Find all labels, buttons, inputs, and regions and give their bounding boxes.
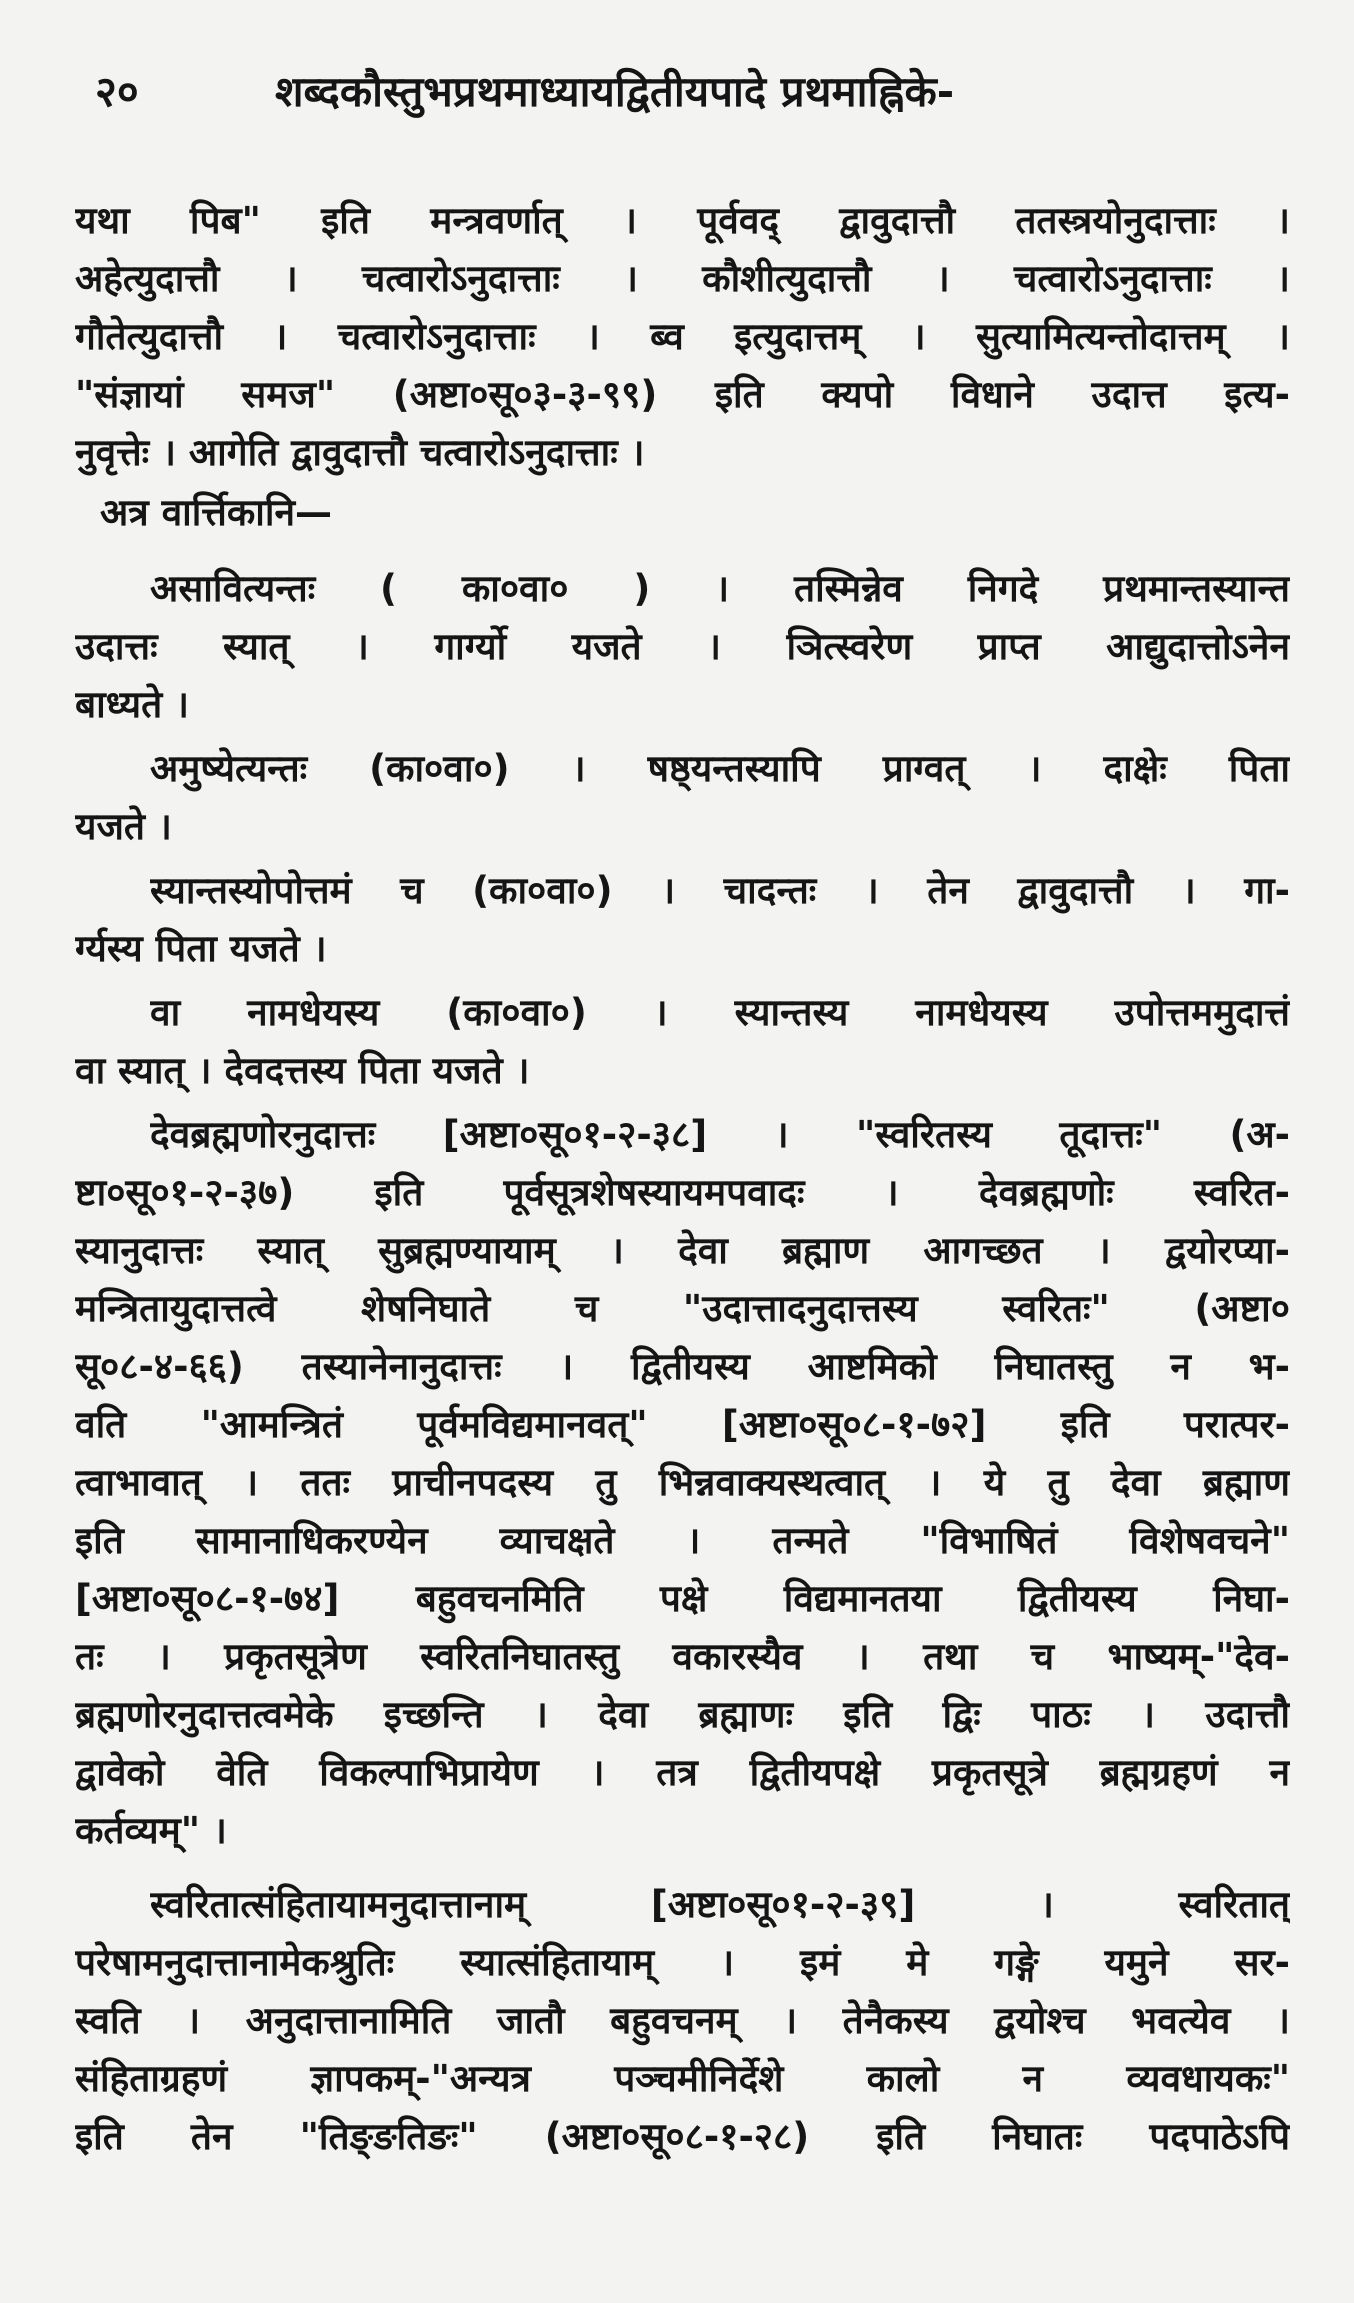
text-line: ब्रह्मणोरनुदात्तत्वमेके इच्छन्ति । देवा ब्रह्माणः इति द्विः पाठः । उदात्तौ [75, 1693, 1290, 1736]
text-line: संहिताग्रहणं ज्ञापकम्-"अन्यत्र पञ्चमीनिर्देशे कालो न व्यवधायकः" [75, 2057, 1290, 2100]
text-line: ष्टा०सू०१-२-३७) इति पूर्वसूत्रशेषस्यायमपवादः । देवब्रह्मणोः स्वरित- [75, 1171, 1290, 1214]
text-line: वति "आमन्त्रितं पूर्वमविद्यमानवत्" [अष्टा०सू०८-१-७२] इति परात्पर- [75, 1403, 1290, 1446]
text-line: "संज्ञायां समज" (अष्टा०सू०३-३-९९) इति क्यपो विधाने उदात्त इत्य- [75, 373, 1290, 416]
text-line: र्ग्यस्य पिता यजते । [75, 927, 327, 970]
text-line: देवब्रह्मणोरनुदात्तः [अष्टा०सू०१-२-३८] । "स्वरितस्य तूदात्तः" (अ- [150, 1113, 1290, 1156]
text-line: कर्तव्यम्" । [75, 1809, 227, 1852]
text-line: द्वावेको वेति विकल्पाभिप्रायेण । तत्र द्वितीयपक्षे प्रकृतसूत्रे ब्रह्मग्रहणं न [75, 1751, 1290, 1794]
text-line: गौतेत्युदात्तौ । चत्वारोऽनुदात्ताः । ब्व इत्युदात्तम् । सुत्यामित्यन्तोदात्तम् । [75, 315, 1290, 358]
text-line: [अष्टा०सू०८-१-७४] बहुवचनमिति पक्षे विद्यमानतया द्वितीयस्य निघा- [75, 1577, 1290, 1620]
text-line: उदात्तः स्यात् । गार्ग्यो यजते । ञित्स्वरेण प्राप्त आद्युदात्तोऽनेन [75, 625, 1290, 668]
text-line: सू०८-४-६६) तस्यानेनानुदात्तः । द्वितीयस्य आष्टमिको निघातस्तु न भ- [75, 1345, 1290, 1388]
text-line: स्वति । अनुदात्तानामिति जातौ बहुवचनम् । तेनैकस्य द्वयोश्च भवत्येव । [75, 1999, 1290, 2042]
text-line: वा स्यात् । देवदत्तस्य पिता यजते । [75, 1049, 530, 1092]
text-line: नुवृत्तेः । आगेति द्वावुदात्तौ चत्वारोऽनुदात्ताः । [75, 431, 645, 474]
text-line: यजते । [75, 805, 172, 848]
text-line: वा नामधेयस्य (का०वा०) । स्यान्तस्य नामधेयस्य उपोत्तममुदात्तं [150, 991, 1290, 1034]
running-header [95, 62, 1265, 122]
text-line: यथा पिब" इति मन्त्रवर्णात् । पूर्ववद् द्वावुदात्तौ ततस्त्रयोनुदात्ताः । [75, 199, 1290, 242]
running-title: शब्दकौस्तुभप्रथमाध्यायद्वितीयपादे प्रथमाह्निके- [275, 67, 955, 116]
text-line: बाध्यते । [75, 683, 190, 726]
text-line: स्यान्तस्योपोत्तमं च (का०वा०) । चादन्तः । तेन द्वावुदात्तौ । गा- [150, 869, 1290, 912]
text-line: अमुष्येत्यन्तः (का०वा०) । षष्ठ्यन्तस्यापि प्राग्वत् । दाक्षेः पिता [150, 747, 1290, 790]
text-line: अहेत्युदात्तौ । चत्वारोऽनुदात्ताः । कौशीत्युदात्तौ । चत्वारोऽनुदात्ताः । [75, 257, 1290, 300]
text-line: तः । प्रकृतसूत्रेण स्वरितनिघातस्तु वकारस्यैव । तथा च भाष्यम्-"देव- [75, 1635, 1290, 1678]
text-line: इति सामानाधिकरण्येन व्याचक्षते । तन्मते "विभाषितं विशेषवचने" [75, 1519, 1290, 1562]
text-line: इति तेन "तिङ्ङतिङः" (अष्टा०सू०८-१-२८) इति निघातः पदपाठेऽपि [75, 2115, 1290, 2158]
text-line: असावित्यन्तः ( का०वा० ) । तस्मिन्नेव निगदे प्रथमान्तस्यान्त [150, 567, 1290, 610]
text-line: त्वाभावात् । ततः प्राचीनपदस्य तु भिन्नवाक्यस्थत्वात् । ये तु देवा ब्रह्माण [75, 1461, 1290, 1504]
text-line: अत्र वार्त्तिकानि— [100, 491, 332, 534]
page-number: २० [95, 67, 139, 116]
text-line: परेषामनुदात्तानामेकश्रुतिः स्यात्संहितायाम् । इमं मे गङ्गे यमुने सर- [75, 1941, 1290, 1984]
text-line: मन्त्रितायुदात्तत्वे शेषनिघाते च "उदात्तादनुदात्तस्य स्वरितः" (अष्टा० [75, 1287, 1290, 1330]
text-line: स्यानुदात्तः स्यात् सुब्रह्मण्यायाम् । देवा ब्रह्माण आगच्छत । द्वयोरप्या- [75, 1229, 1290, 1272]
text-line: स्वरितात्संहितायामनुदात्तानाम् [अष्टा०सू०१-२-३९] । स्वरितात् [150, 1883, 1290, 1926]
